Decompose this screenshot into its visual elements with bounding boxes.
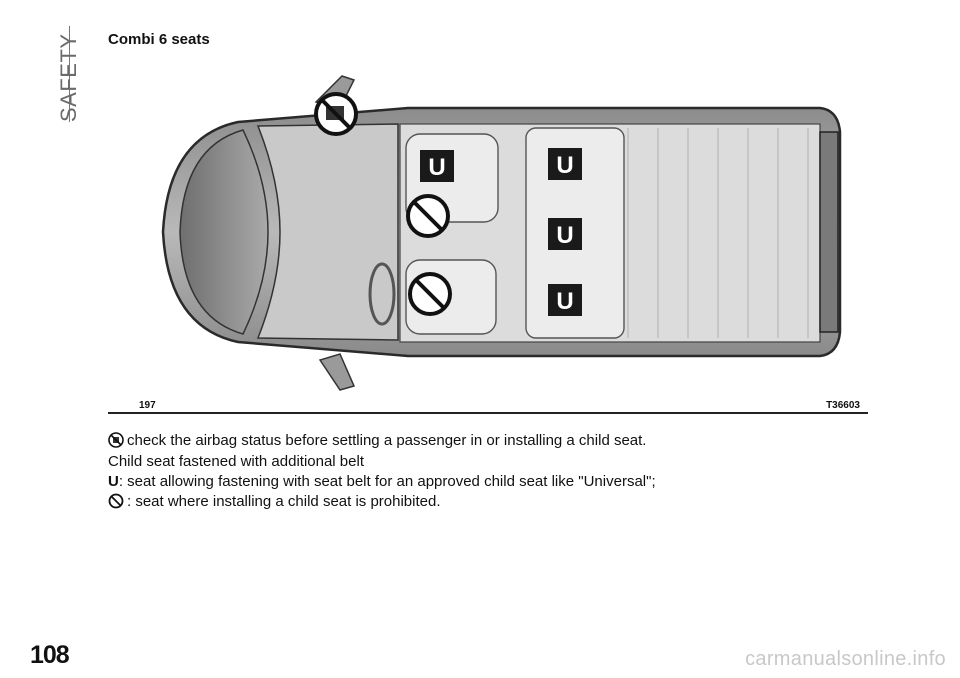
svg-text:U: U xyxy=(556,288,574,315)
u-key-label: U xyxy=(108,473,119,490)
figure-number: 197 xyxy=(139,400,156,411)
rear-doors xyxy=(820,132,838,332)
airbag-note-text: check the airbag status before settling a passenger in or installing a child seat. xyxy=(127,432,647,449)
prohibited-icon xyxy=(108,493,124,509)
subheading: Child seat fastened with additional belt xyxy=(108,453,364,470)
figure-code: T36603 xyxy=(826,400,860,411)
airbag-warning-icon xyxy=(108,432,124,448)
u-seat-mark-rear-left xyxy=(548,148,582,180)
u-key-description: : seat allowing fastening with seat belt for an approved child seat like "Universal"; xyxy=(118,473,656,490)
airbag-note xyxy=(108,431,646,451)
airbag-warning-icon xyxy=(316,94,356,134)
svg-text:U: U xyxy=(428,154,446,181)
right-mirror xyxy=(320,354,354,390)
u-seat-mark-rear-center xyxy=(548,218,582,250)
universal-seat-key xyxy=(108,472,656,492)
section-tab xyxy=(52,26,90,122)
prohibited-icon-driver xyxy=(410,274,450,314)
site-watermark: carmanualsonline.info xyxy=(745,648,946,670)
section-title: Combi 6 seats xyxy=(108,31,210,48)
section-tab-label: SAFETY xyxy=(56,33,81,122)
van-seat-diagram xyxy=(108,62,868,412)
prohibited-icon-front-middle xyxy=(408,196,448,236)
svg-text:U: U xyxy=(556,152,574,179)
van-top-view-illustration xyxy=(108,62,868,402)
page-number: 108 xyxy=(30,641,69,669)
prohibited-description: : seat where installing a child seat is prohibited. xyxy=(127,493,441,510)
u-seat-mark-front xyxy=(420,150,454,182)
figure-bottom-rule xyxy=(108,412,868,414)
svg-text:U: U xyxy=(556,222,574,249)
u-seat-mark-rear-right xyxy=(548,284,582,316)
prohibited-seat-key xyxy=(108,492,441,512)
